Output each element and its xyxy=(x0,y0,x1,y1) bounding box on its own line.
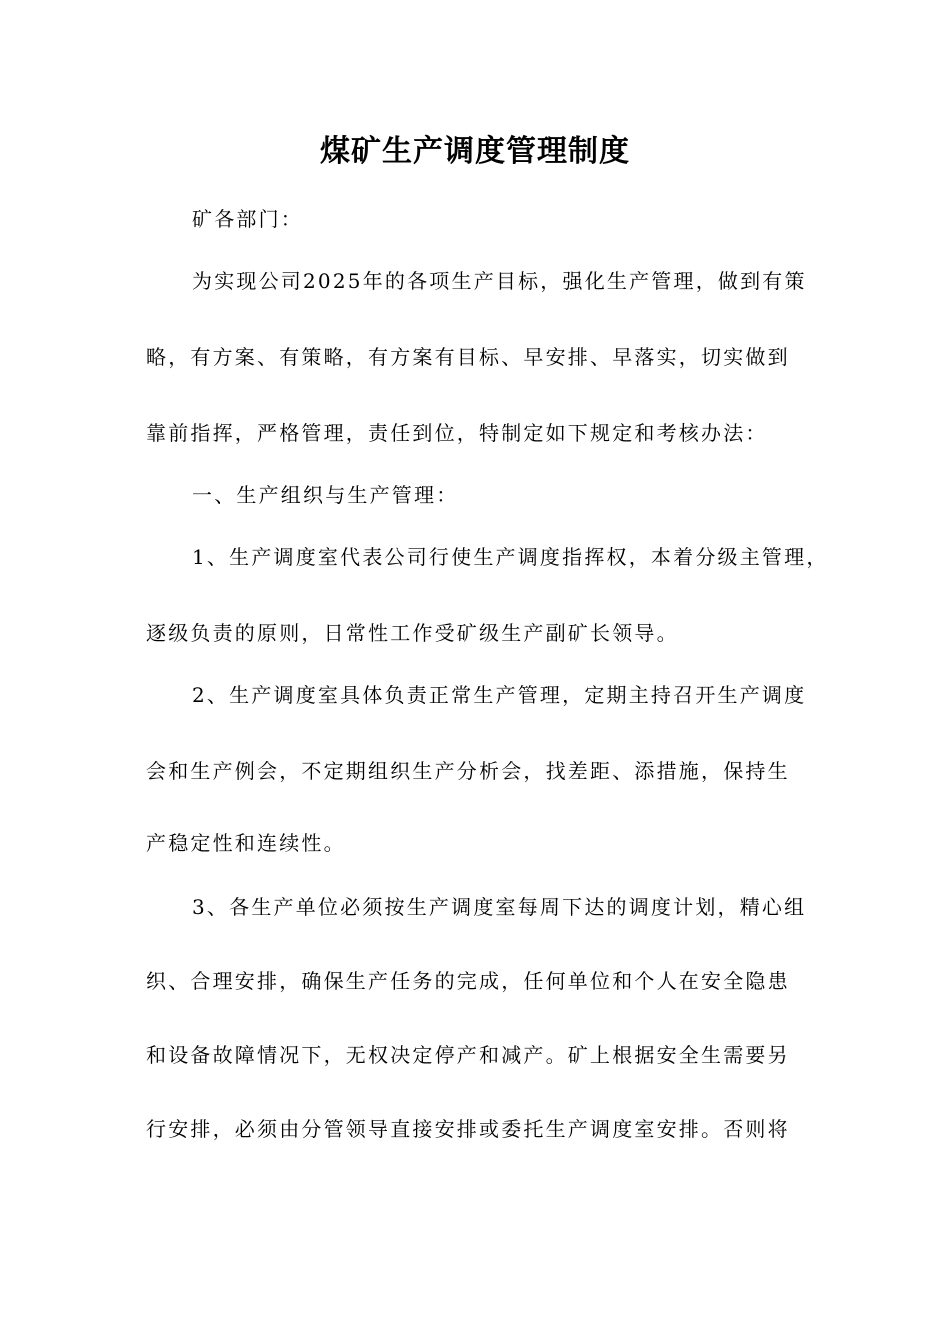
item-2-line-1: 2、生产调度室具体负责正常生产管理，定期主持召开生产调度 xyxy=(192,683,807,707)
item-3-line-2: 织、合理安排，确保生产任务的完成，任何单位和个人在安全隐患 xyxy=(146,969,790,993)
item-2-line-3: 产稳定性和连续性。 xyxy=(146,831,346,855)
item-2-line-2: 会和生产例会，不定期组织生产分析会，找差距、添措施，保持生 xyxy=(146,759,790,783)
salutation: 矿各部门： xyxy=(192,207,303,231)
item-1-line-1: 1、生产调度室代表公司行使生产调度指挥权，本着分级主管理， xyxy=(192,545,829,569)
item-3-line-3: 和设备故障情况下，无权决定停产和减产。矿上根据安全生需要另 xyxy=(146,1043,790,1067)
intro-line-1: 为实现公司2025年的各项生产目标，强化生产管理，做到有策 xyxy=(192,269,807,293)
intro-line-2: 略，有方案、有策略，有方案有目标、早安排、早落实，切实做到 xyxy=(146,345,790,369)
item-3-line-1: 3、各生产单位必须按生产调度室每周下达的调度计划，精心组 xyxy=(192,895,807,919)
intro-line-3: 靠前指挥，严格管理，责任到位，特制定如下规定和考核办法： xyxy=(146,421,768,445)
item-3-line-4: 行安排，必须由分管领导直接安排或委托生产调度室安排。否则将 xyxy=(146,1117,790,1141)
section-heading: 一、生产组织与生产管理： xyxy=(192,483,459,507)
item-1-line-2: 逐级负责的原则，日常性工作受矿级生产副矿长领导。 xyxy=(146,621,679,645)
document-title: 煤矿生产调度管理制度 xyxy=(320,134,630,169)
